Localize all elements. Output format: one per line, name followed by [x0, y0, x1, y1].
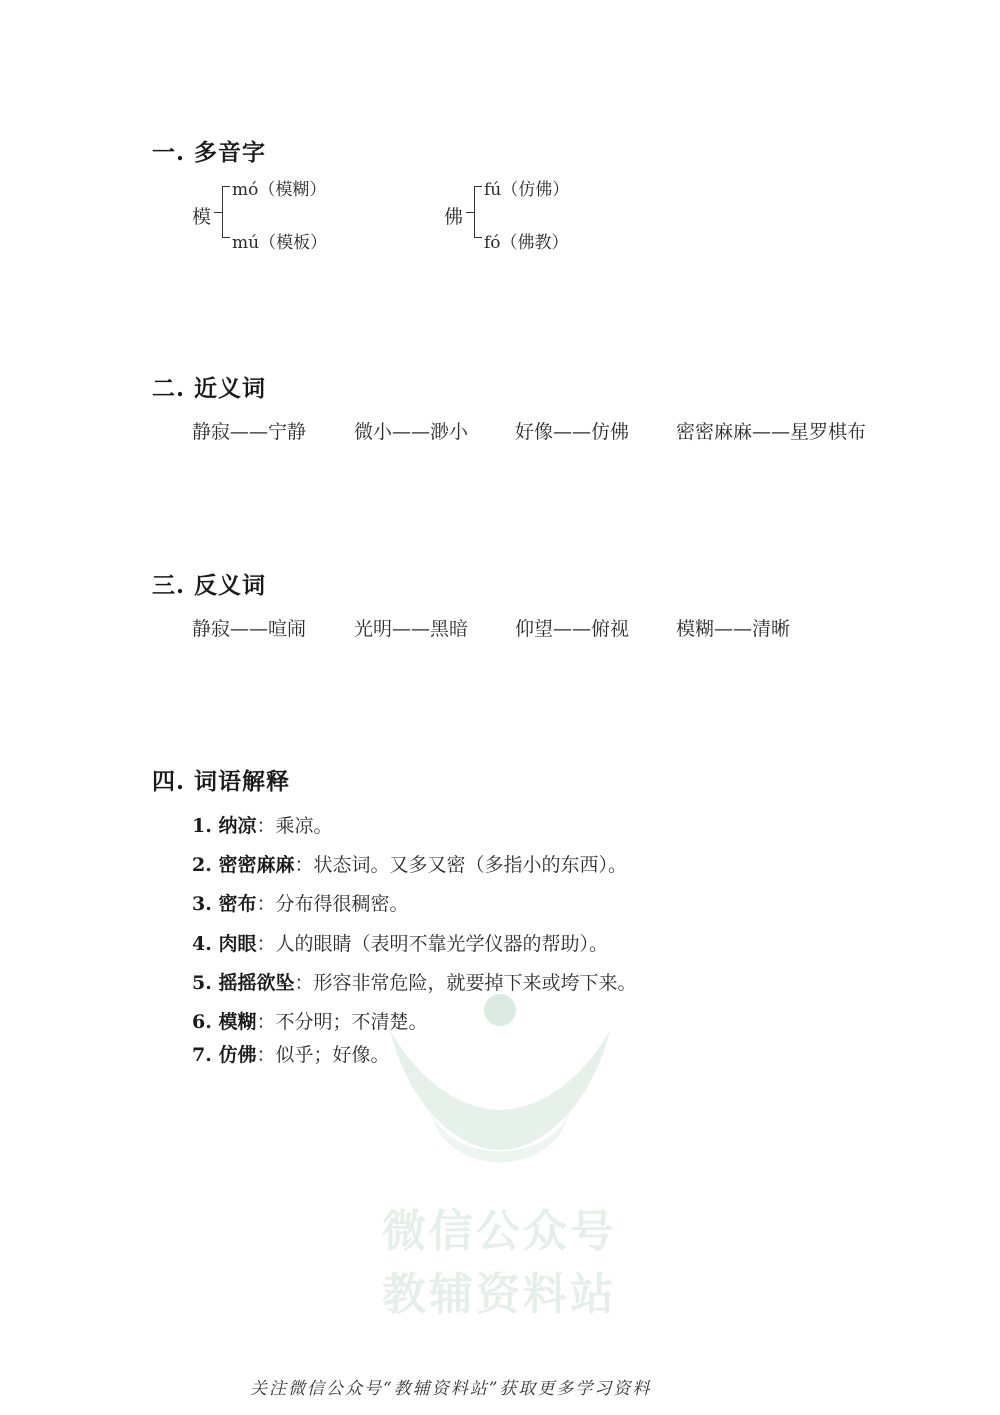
example-word: （佛教） [500, 233, 569, 253]
definition-term: 5. 摇摇欲坠 [192, 972, 295, 994]
synonym-pair: 微小——渺小 [354, 421, 469, 443]
polyphone-reading [484, 175, 569, 200]
section-antonyms-title: 三. 反义词 [152, 572, 267, 599]
definition-text: ：分布得很稠密。 [256, 893, 409, 915]
synonym-pair: 静寂——宁静 [192, 421, 307, 443]
pinyin: fú [484, 180, 502, 200]
definition-item [192, 1040, 389, 1067]
pinyin: mó [232, 180, 259, 200]
section-polyphones-title: 一. 多音字 [152, 139, 267, 166]
synonym-pair: 密密麻麻——星罗棋布 [676, 421, 867, 443]
definition-text: ：人的眼睛（表明不靠光学仪器的帮助）。 [256, 933, 608, 955]
antonym-pair: 静寂——喧闹 [192, 618, 307, 640]
definition-item [192, 929, 608, 956]
polyphone-reading [484, 228, 569, 253]
definition-text: ：不分明；不清楚。 [256, 1011, 428, 1033]
antonym-pair: 模糊——清晰 [676, 618, 791, 640]
definition-term: 1. 纳凉 [192, 815, 257, 837]
definition-term: 2. 密密麻麻 [192, 854, 295, 876]
polyphone-char: 模 [192, 206, 212, 228]
section-definitions-title: 四. 词语解释 [152, 768, 291, 795]
definition-term: 4. 肉眼 [192, 933, 257, 955]
watermark-line1: 微信公众号 [382, 1206, 617, 1257]
example-word: （模糊） [258, 180, 327, 200]
definition-item [192, 811, 332, 838]
section-synonyms-title: 二. 近义词 [152, 375, 267, 402]
watermark [370, 990, 630, 1320]
definition-text: ：似乎；好像。 [256, 1044, 390, 1066]
polyphone-char: 佛 [444, 206, 464, 228]
pinyin: mú [232, 233, 260, 253]
definition-text: ：状态词。又多又密（多指小的东西）。 [294, 854, 627, 876]
definition-item [192, 850, 627, 877]
polyphone-reading [232, 175, 326, 200]
synonym-pair: 好像——仿佛 [515, 421, 630, 443]
pinyin: fó [484, 233, 501, 253]
footer-note: 关注微信公众号“教辅资料站”获取更多学习资料 [250, 1379, 652, 1399]
definition-term: 7. 仿佛 [192, 1044, 257, 1066]
definition-item [192, 968, 636, 995]
definition-item [192, 889, 408, 916]
watermark-line2: 教辅资料站 [382, 1269, 617, 1320]
definition-text: ：形容非常危险，就要掉下来或垮下来。 [294, 972, 637, 994]
definition-item [192, 1007, 427, 1034]
example-word: （仿佛） [501, 180, 570, 200]
example-word: （模板） [259, 233, 328, 253]
definition-term: 3. 密布 [192, 893, 257, 915]
definition-term: 6. 模糊 [192, 1011, 257, 1033]
antonym-pair: 光明——黑暗 [354, 618, 469, 640]
polyphone-reading [232, 228, 327, 253]
definition-text: ：乘凉。 [256, 815, 333, 837]
antonym-pair: 仰望——俯视 [515, 618, 630, 640]
